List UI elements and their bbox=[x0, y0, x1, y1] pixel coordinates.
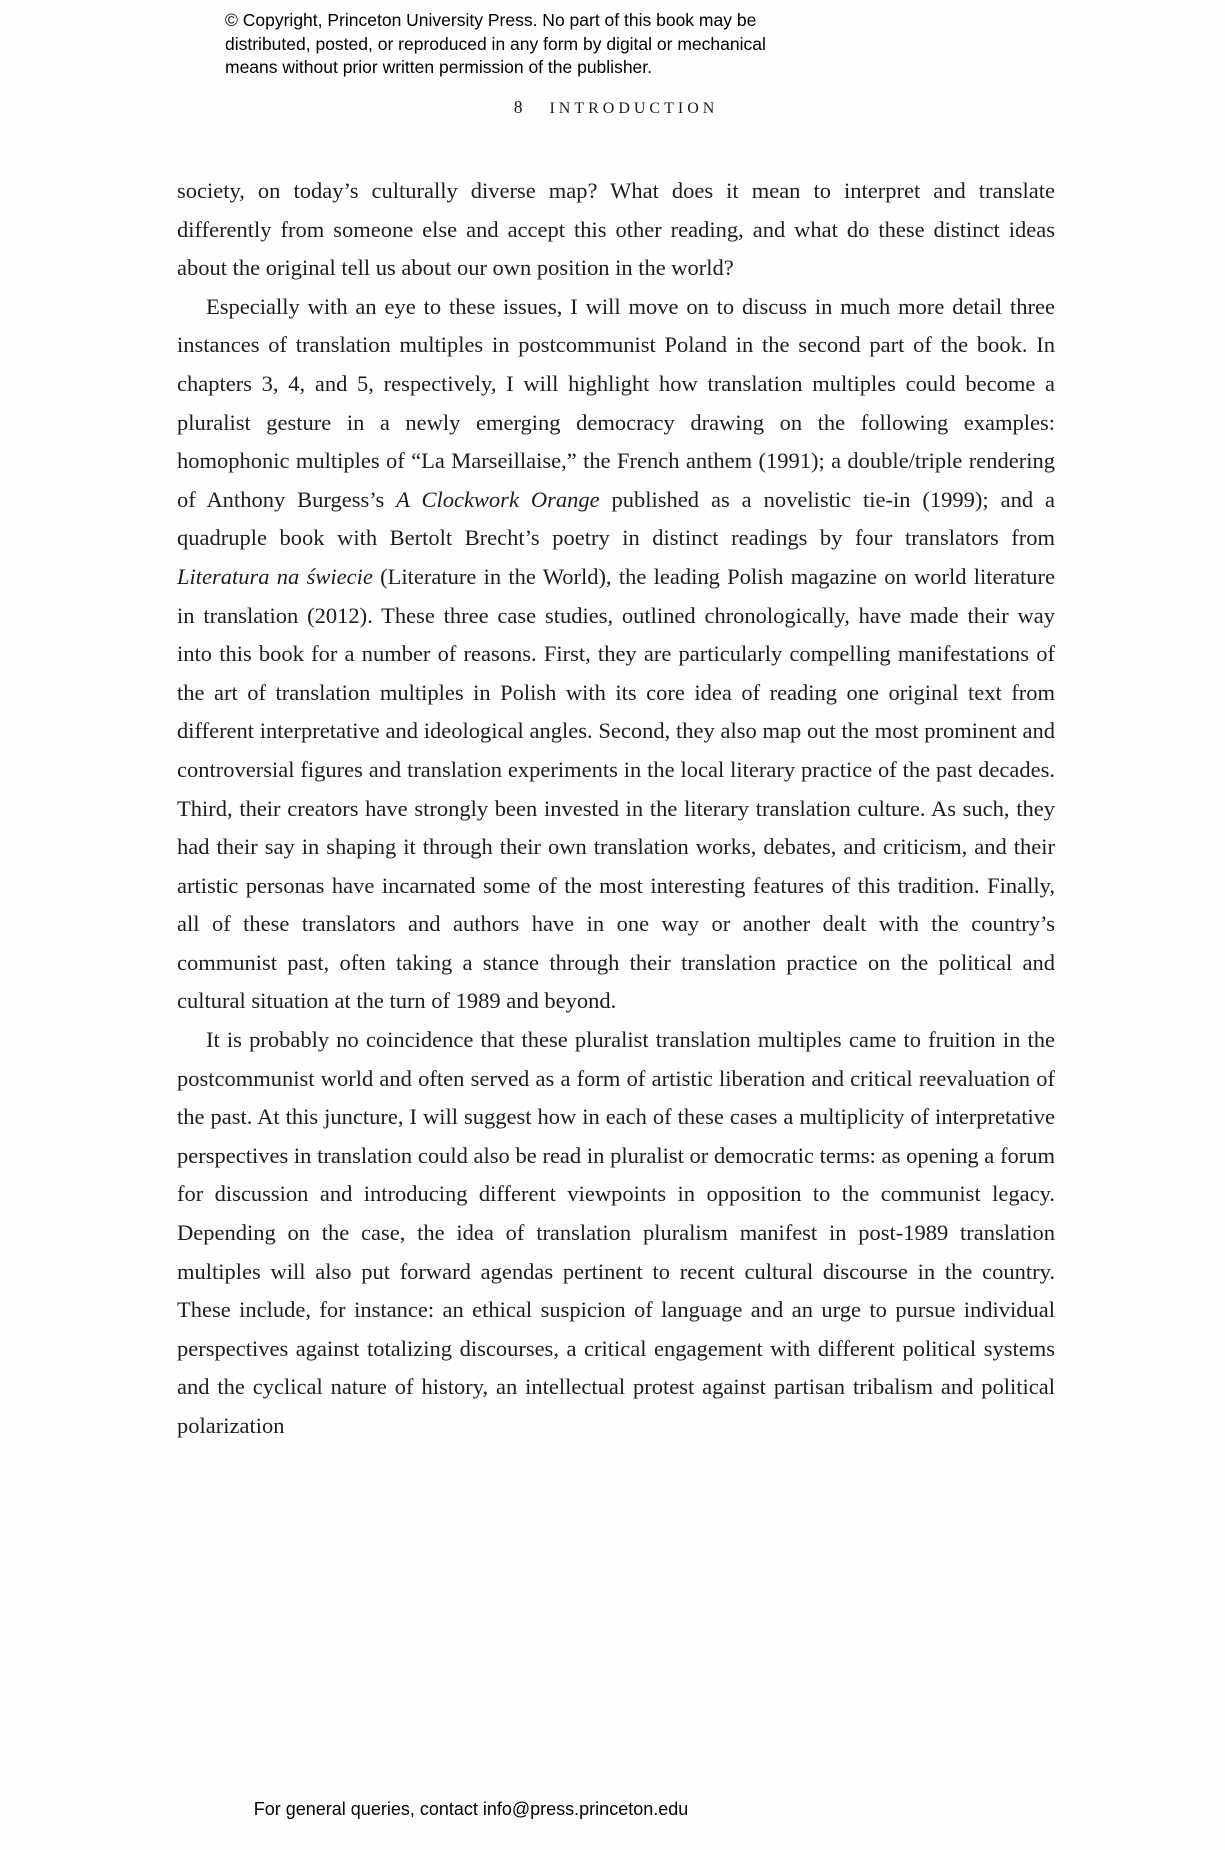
magazine-title-italic: Literatura na świecie bbox=[177, 563, 373, 589]
paragraph-text: Especially with an eye to these issues, I will move on to discuss in much more detail three instances of translation multiples in postcommunist Poland in the second part of the book. In chapters 3, 4, and 5, respectively, I will highlight how translation multiples could become a pluralist gesture in a newly emerging democracy drawing on the following examples: homophonic multiples of “La Marseillaise,” the French anthem (1991); a double/triple rendering of Anthony Burgess’s bbox=[177, 293, 1055, 512]
paragraph-3 bbox=[177, 1021, 1055, 1446]
copyright-line: means without prior written permission of the publisher. bbox=[225, 57, 653, 77]
paragraph-text: society, on today’s culturally diverse map? What does it mean to interpret and translate differently from someone else and accept this other reading, and what do these distinct ideas about the original tell us about our own position in the world? bbox=[177, 178, 1055, 281]
paragraph-text: It is probably no coincidence that these pluralist translation multiples came to fruition in the postcommunist world and often served as a form of artistic liberation and critical reevaluation of the past. At this juncture, I will suggest how in each of these cases a multiplicity of interpretative perspectives in translation could also be read in pluralist or democratic terms: as opening a forum for discussion and introducing different viewpoints in opposition to the communist legacy. Depending on the case, the idea of translation pluralism manifest in post-1989 translation multiples will also put forward agendas pertinent to recent cultural discourse in the country. These include, for instance: an ethical suspicion of language and an urge to pursue individual perspectives against totalizing discourses, a critical engagement with different political systems and the cyclical nature of history, an intellectual protest against partisan tribalism and political polarization bbox=[177, 1027, 1055, 1438]
copyright-line: distributed, posted, or reproduced in any form by digital or mechanical bbox=[225, 33, 766, 54]
paragraph-text: (Literature in the World), the leading Polish magazine on world literature in translation (2012). These three case studies, outlined chronologically, have made their way into this book for a number of reasons. First, they are particularly compelling manifestations of the art of translation multiples in Polish with its core idea of reading one original text from different interpretative and ideological angles. Second, they also map out the most prominent and controversial figures and translation experiments in the local literary practice of the past decades. Third, their creators have strongly been invested in the literary translation culture. As such, they had their say in shaping it through their own translation works, debates, and criticism, and their artistic personas have incarnated some of the most interesting features of this tradition. Finally, all of these translators and authors have in one way or another dealt with the country’s communist past, often taking a stance through their translation practice on the political and cultural situation at the turn of 1989 and beyond. bbox=[177, 563, 1055, 1014]
footer-contact-line: For general queries, contact info@press.princeton.edu bbox=[253, 1799, 689, 1819]
body-text bbox=[177, 172, 1055, 1446]
page-number: 8 bbox=[513, 97, 524, 117]
paragraph-text: published as a novelistic tie-in (1999); and a quadruple book with Bertolt Brecht’s poetry in distinct readings by four translators from bbox=[177, 486, 1056, 551]
paragraph-2 bbox=[177, 288, 1055, 1021]
book-title-italic: A Clockwork Orange bbox=[396, 486, 600, 512]
copyright-line: © Copyright, Princeton University Press. No part of this book may be bbox=[225, 10, 757, 30]
paragraph-1 bbox=[177, 172, 1055, 288]
copyright-notice bbox=[225, 9, 825, 80]
running-head bbox=[177, 97, 1055, 118]
chapter-title: INTRODUCTION bbox=[549, 100, 719, 117]
